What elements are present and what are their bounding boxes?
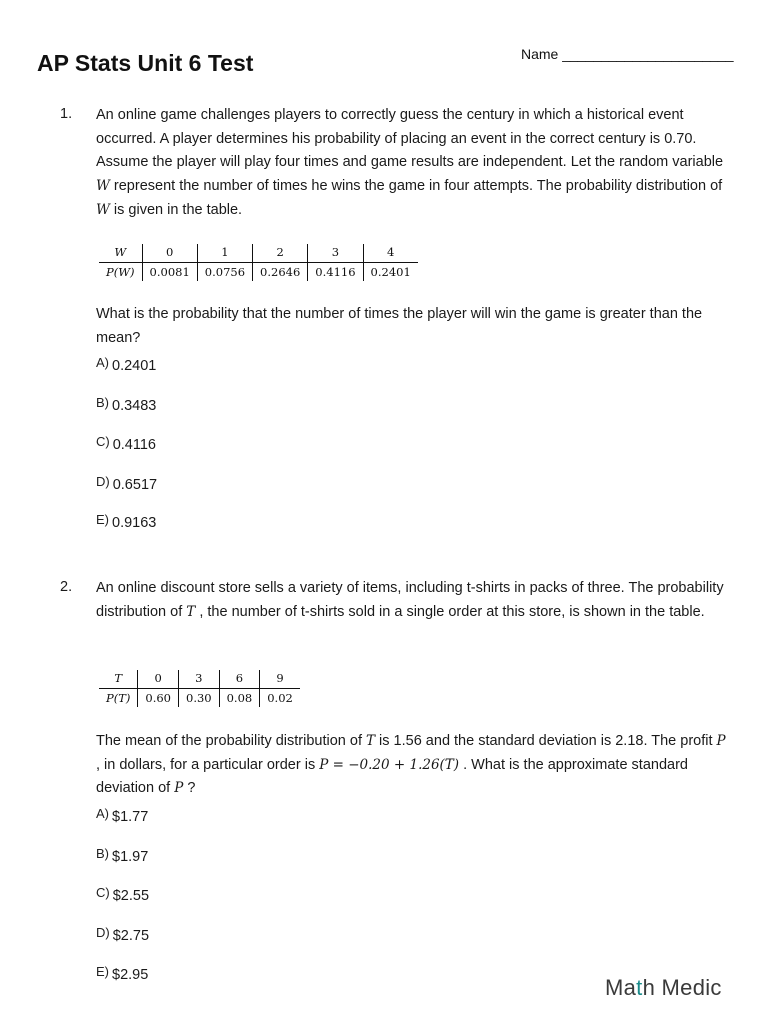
table-cell: 3: [179, 670, 220, 689]
table-cell: 0.30: [179, 689, 220, 708]
question-2-choice-e[interactable]: [96, 964, 149, 983]
choice-letter: E): [96, 512, 109, 527]
table-cell: 2: [253, 244, 308, 263]
table-cell: 0.0756: [197, 263, 252, 282]
table-cell: 3: [308, 244, 363, 263]
question-1-choice-b[interactable]: [96, 395, 157, 414]
question-2-choice-b[interactable]: [96, 846, 149, 865]
choice-letter: D): [96, 925, 110, 940]
choice-text: 0.3483: [112, 398, 157, 414]
choice-text: 0.6517: [112, 477, 158, 493]
table-cell: 9: [260, 670, 300, 689]
choice-letter: B): [96, 395, 109, 410]
choice-text: $2.55: [112, 888, 150, 904]
question-1-choice-e[interactable]: [96, 512, 157, 531]
question-2-choice-a[interactable]: [96, 806, 149, 825]
choice-letter: B): [96, 846, 109, 861]
table-cell: 0.0081: [142, 263, 197, 282]
choice-text: 0.4116: [112, 437, 156, 453]
table-cell: 0.4116: [308, 263, 363, 282]
choice-text: $1.97: [112, 849, 149, 865]
table-cell: 4: [363, 244, 418, 263]
question-1-choice-a[interactable]: [96, 355, 157, 374]
question-2-number: 2.: [60, 579, 73, 595]
question-2-distribution-table: [99, 670, 300, 707]
table-row: [99, 670, 300, 689]
choice-text: 0.2401: [112, 358, 157, 374]
table-cell: 0.2401: [363, 263, 418, 282]
table-cell: 0: [138, 670, 179, 689]
question-1-choice-d[interactable]: [96, 474, 158, 493]
table-cell: 0.2646: [253, 263, 308, 282]
question-2-text: An online discount store sells a variety of items, including t-shirts in packs of three. The probability distribution of T , the number of t-shirts sold in a single order at this store, is shown in the table.: [96, 580, 724, 620]
choice-letter: C): [96, 434, 110, 449]
table-cell: 6: [219, 670, 260, 689]
table-row-label: W: [114, 245, 127, 259]
question-1-number: 1.: [60, 106, 73, 122]
choice-text: 0.9163: [112, 515, 157, 531]
question-2-choice-d[interactable]: [96, 925, 150, 944]
question-1-prompt: What is the probability that the number of times the player will win the game is greater than the mean?: [96, 306, 703, 346]
table-cell: 0.08: [219, 689, 260, 708]
name-field: Name ______________________: [521, 46, 734, 62]
table-cell: 0: [142, 244, 197, 263]
choice-text: $1.77: [112, 809, 149, 825]
table-row: [99, 244, 418, 263]
table-row: [99, 263, 418, 282]
choice-text: $2.75: [112, 928, 150, 944]
table-row-label: P(T): [99, 689, 138, 708]
choice-text: $2.95: [112, 967, 149, 983]
table-row-label: T: [114, 671, 123, 685]
profit-equation: P = −0.20 + 1.26(T): [319, 756, 460, 773]
table-cell: 1: [197, 244, 252, 263]
choice-letter: E): [96, 964, 109, 979]
choice-letter: C): [96, 885, 110, 900]
table-row-label: P(W): [99, 263, 142, 282]
page-title: AP Stats Unit 6 Test: [37, 50, 254, 76]
choice-letter: A): [96, 355, 109, 370]
question-1-choice-c[interactable]: [96, 434, 156, 453]
table-row: [99, 689, 300, 708]
question-2-prompt: The mean of the probability distribution of T is 1.56 and the standard deviation is 2.18. The profit P , in dollars, for a particular order is P = −0.20 + 1.26(T) . What is the approximate standard deviation of P ?: [96, 733, 726, 797]
math-medic-logo: Math Medic: [605, 975, 722, 1000]
table-cell: 0.02: [260, 689, 300, 708]
question-2-choice-c[interactable]: [96, 885, 150, 904]
choice-letter: A): [96, 806, 109, 821]
choice-letter: D): [96, 474, 110, 489]
table-cell: 0.60: [138, 689, 179, 708]
question-1-distribution-table: [99, 244, 418, 281]
question-1-text: An online game challenges players to correctly guess the century in which a historical event occurred. A player determines his probability of placing an event in the correct century is 0.70. Assume the player will play four times and game results are independent. Let the random variable W represent the number of times he wins the game in four attempts. The probability distribution of W is given in the table.: [96, 107, 724, 218]
